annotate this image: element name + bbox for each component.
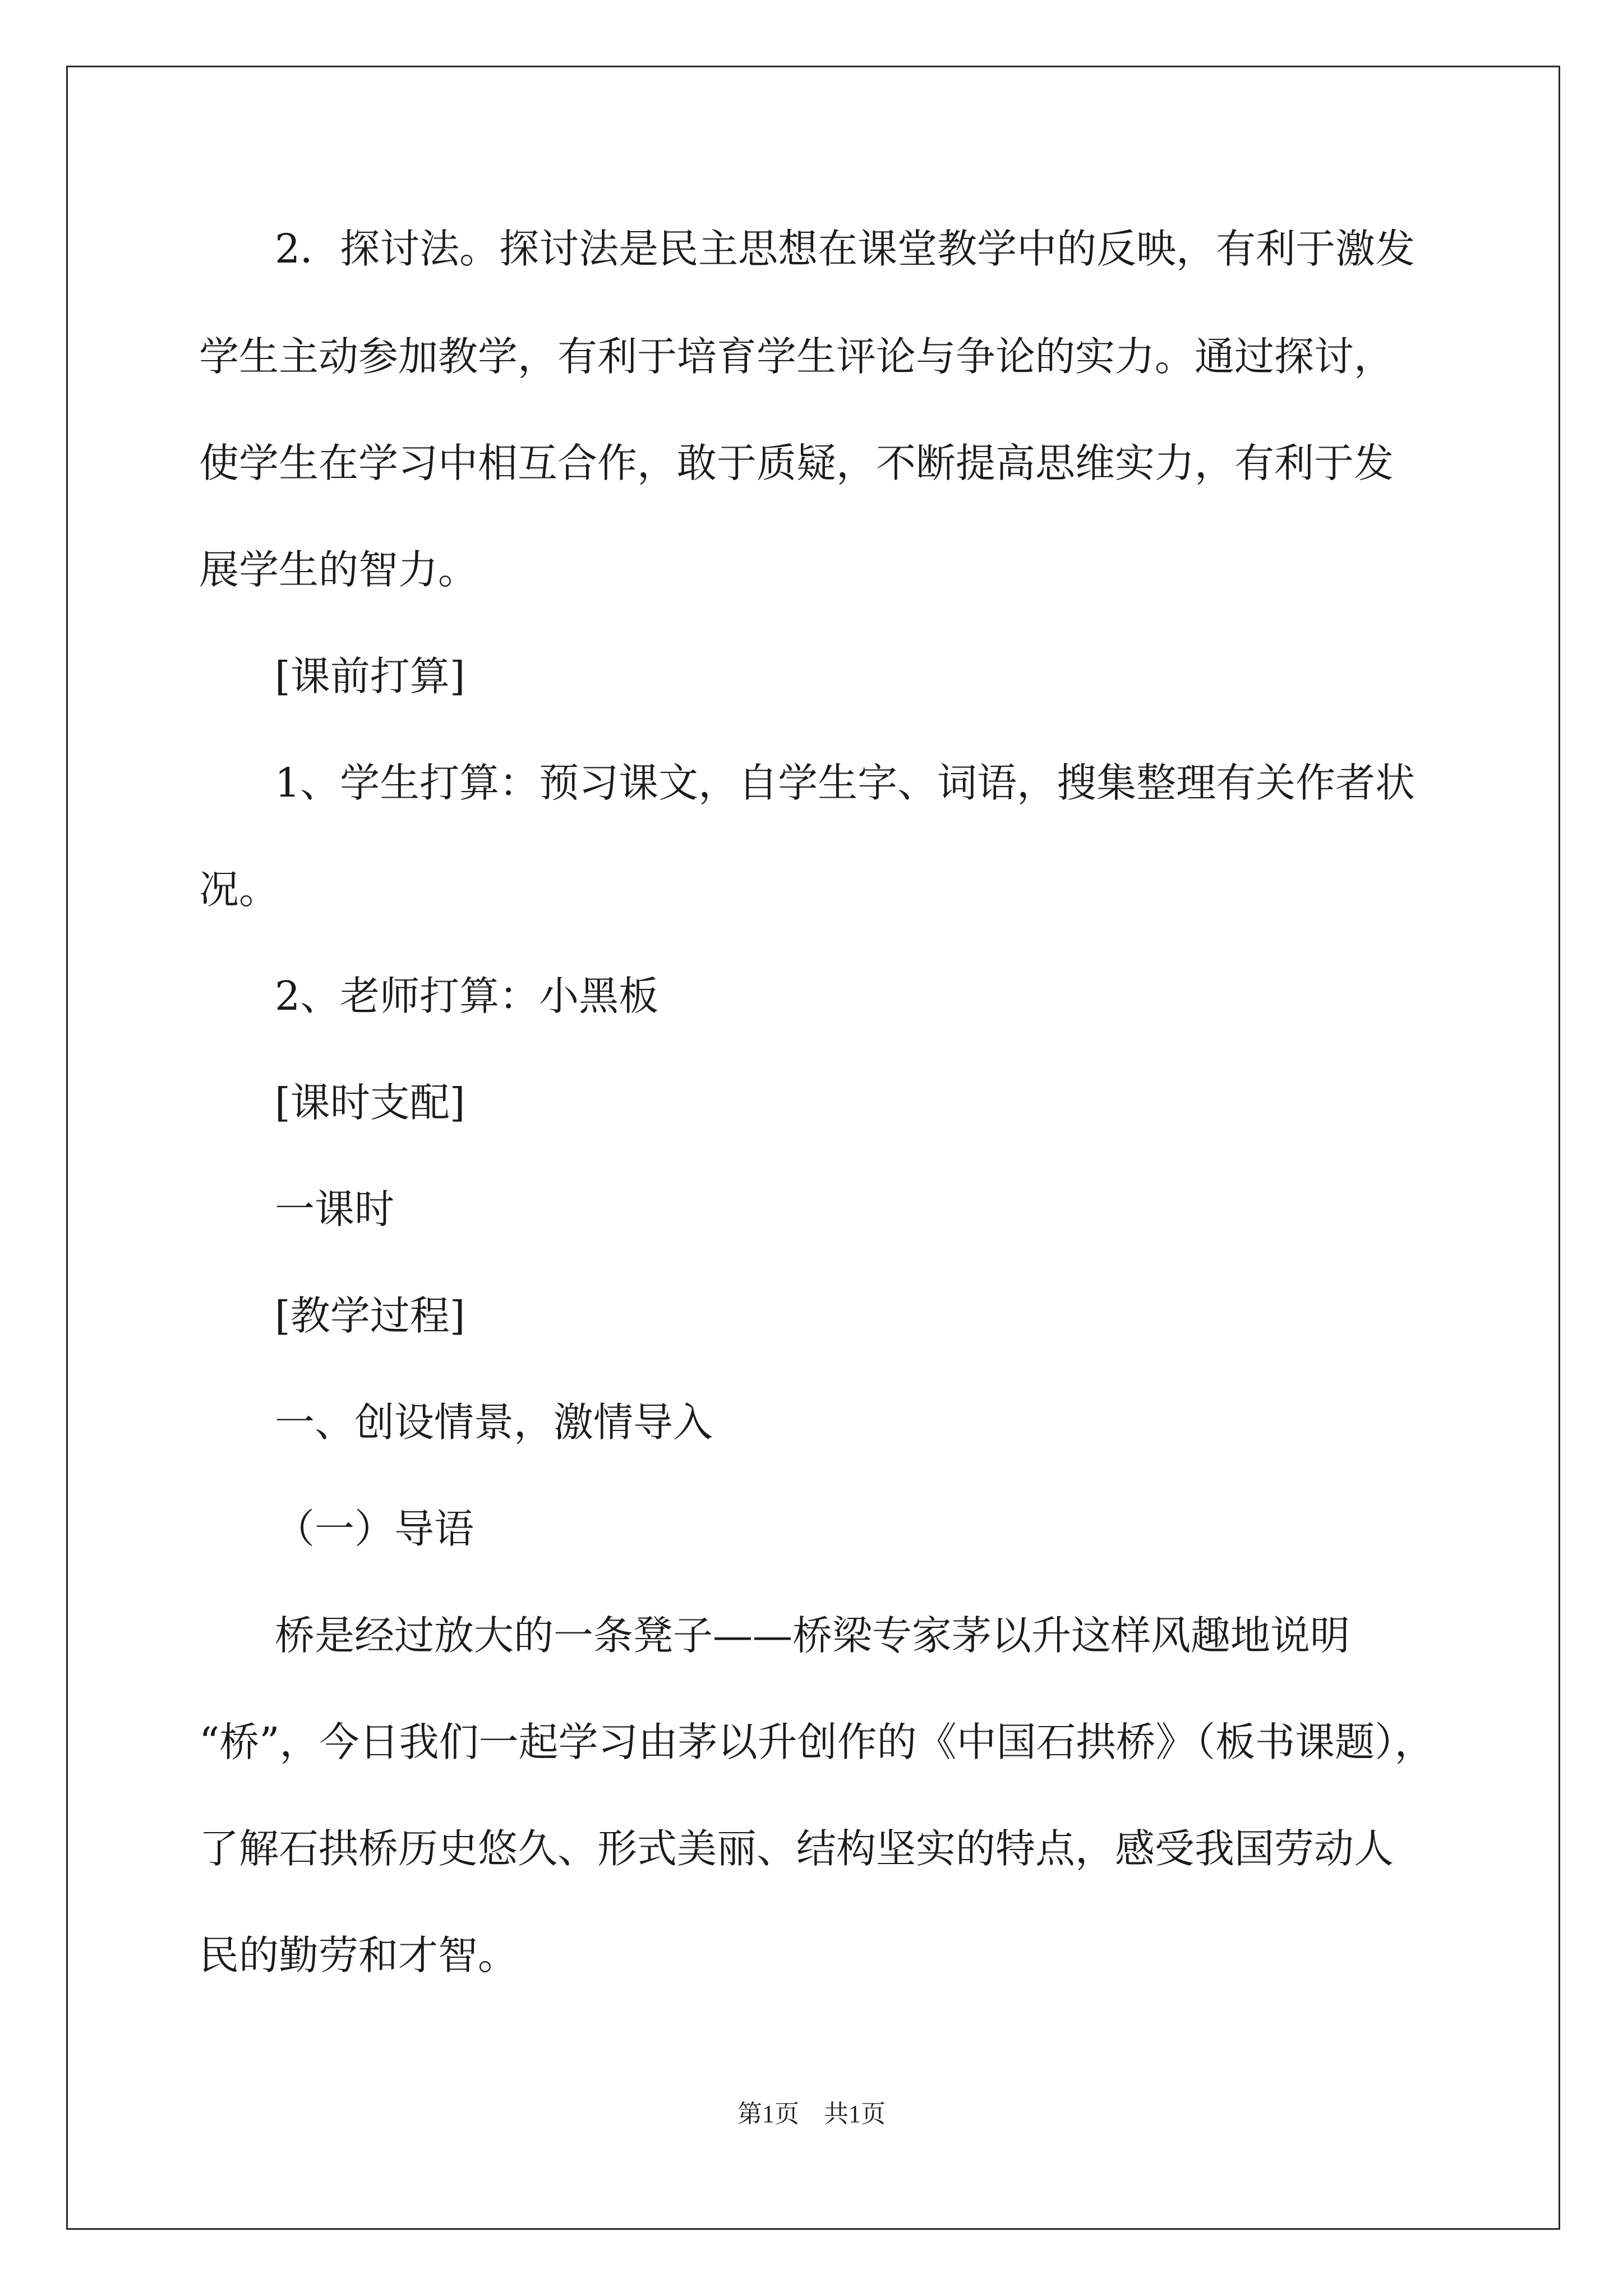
body-line-8: 2、老师打算：小黑板 xyxy=(275,973,659,1019)
body-line-15: “桥”，今日我们一起学习由茅以升创作的《中国石拱桥》（板书课题）， xyxy=(199,1719,1435,1765)
body-line-3: 使学生在学习中相互合作，敢于质疑，不断提高思维实力，有利于发 xyxy=(199,440,1394,486)
subheading-intro: （一）导语 xyxy=(275,1506,474,1552)
section-heading-preparation: [课前打算] xyxy=(275,653,465,700)
body-line-17: 民的勤劳和才智。 xyxy=(199,1932,518,1978)
body-line-1: 2．探讨法。探讨法是民主思想在课堂教学中的反映，有利于激发 xyxy=(275,226,1415,272)
body-line-10: 一课时 xyxy=(275,1186,395,1232)
body-line-7: 况。 xyxy=(199,866,279,913)
page-border xyxy=(66,66,1560,2230)
section-heading-process: [教学过程] xyxy=(275,1292,465,1339)
body-line-2: 学生主动参加教学，有利于培育学生评论与争论的实力。通过探讨， xyxy=(199,333,1394,380)
body-line-6: 1、学生打算：预习课文，自学生字、词语，搜集整理有关作者状 xyxy=(275,760,1415,806)
page-footer: 第1页 共1页 xyxy=(737,2100,886,2128)
body-line-4: 展学生的智力。 xyxy=(199,546,478,593)
section-heading-schedule: [课时支配] xyxy=(275,1079,465,1126)
body-line-12: 一、创设情景，激情导入 xyxy=(275,1399,713,1446)
body-line-16: 了解石拱桥历史悠久、形式美丽、结构坚实的特点，感受我国劳动人 xyxy=(199,1825,1394,1872)
body-line-14: 桥是经过放大的一条凳子——桥梁专家茅以升这样风趣地说明 xyxy=(275,1612,1350,1659)
